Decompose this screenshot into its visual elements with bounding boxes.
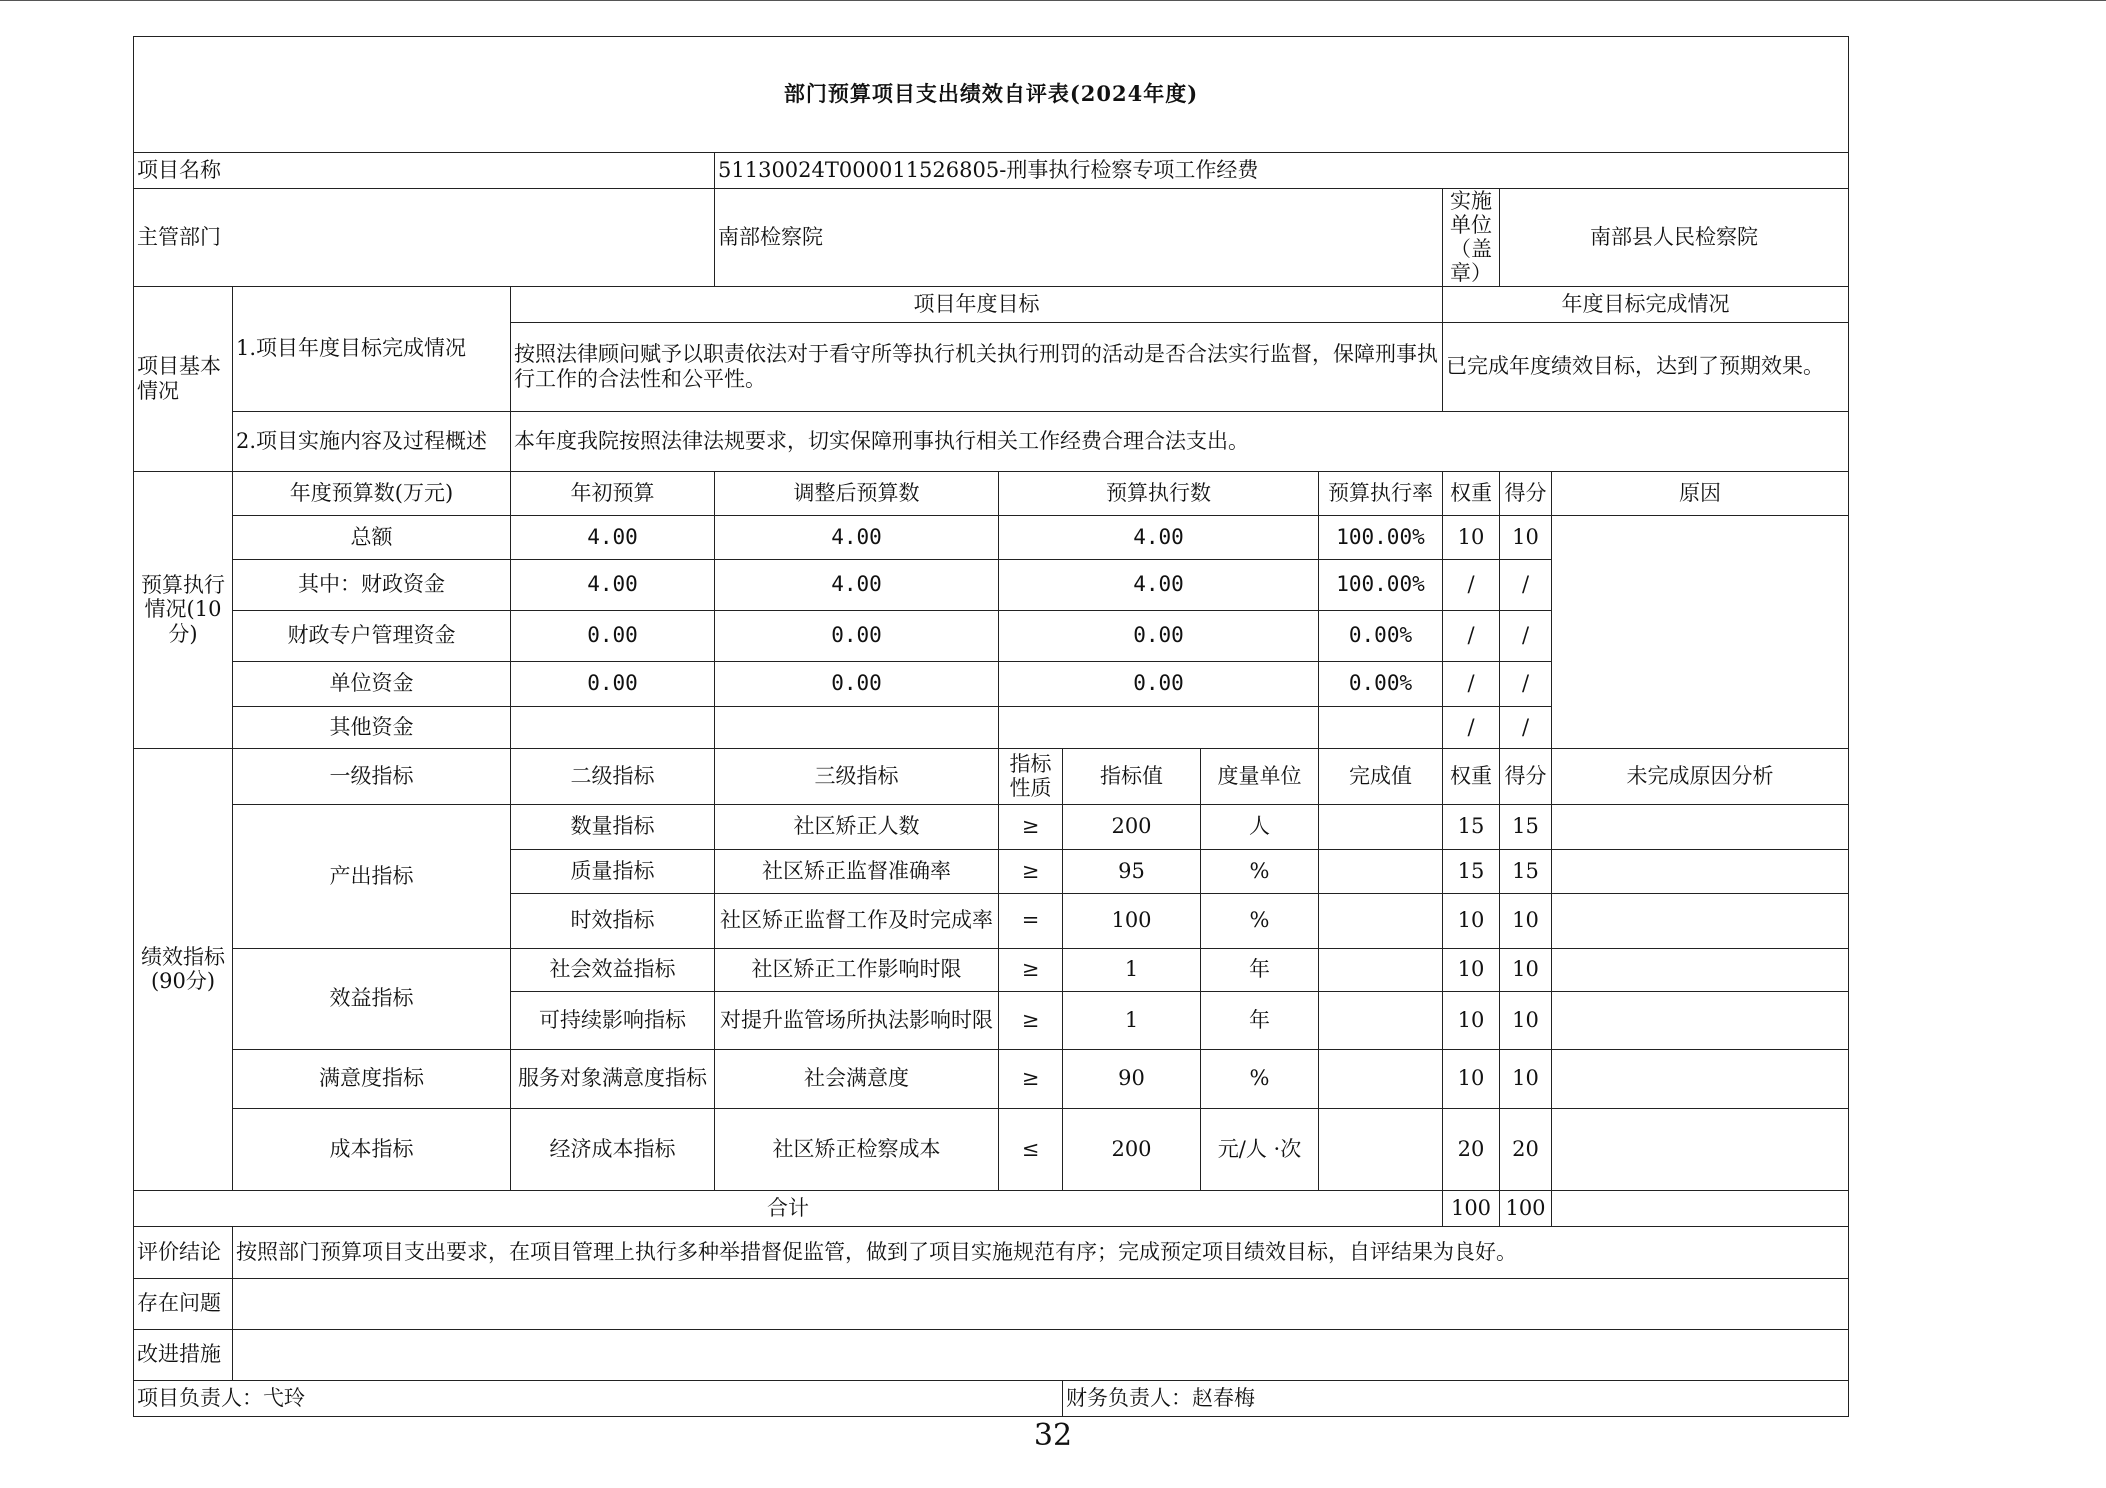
budget-header-rate: 预算执行率	[1319, 471, 1443, 515]
perf-level3: 社区矫正检察成本	[715, 1108, 999, 1190]
perf-unit: %	[1201, 893, 1319, 948]
budget-row-label: 财政专户管理资金	[233, 610, 511, 661]
perf-unit: %	[1201, 1049, 1319, 1108]
budget-weight: /	[1443, 559, 1500, 610]
budget-header-score: 得分	[1500, 471, 1552, 515]
perf-nature: ≥	[999, 849, 1063, 893]
budget-score: /	[1500, 661, 1552, 706]
department-label: 主管部门	[134, 189, 715, 287]
perf-value: 95	[1063, 849, 1201, 893]
budget-adjusted: 0.00	[715, 610, 999, 661]
perf-header-value: 指标值	[1063, 748, 1201, 804]
level1-output: 产出指标	[233, 804, 511, 948]
budget-section-label: 预算执行情况(10分)	[134, 471, 233, 748]
perf-score: 10	[1500, 893, 1552, 948]
annual-goal-text: 按照法律顾问赋予以职责依法对于看守所等执行机关执行刑罚的活动是否合法实行监督，保障刑事执行工作的合法性和公平性。	[511, 322, 1443, 411]
budget-weight: /	[1443, 706, 1500, 748]
perf-weight: 15	[1443, 804, 1500, 849]
budget-executed: 0.00	[999, 610, 1319, 661]
budget-initial: 0.00	[511, 610, 715, 661]
perf-nature: ≥	[999, 991, 1063, 1049]
budget-adjusted	[715, 706, 999, 748]
perf-nature: =	[999, 893, 1063, 948]
perf-header-level1: 一级指标	[233, 748, 511, 804]
issues-text	[233, 1278, 1849, 1329]
perf-completed	[1319, 849, 1443, 893]
budget-rate: 0.00%	[1319, 610, 1443, 661]
project-name-label: 项目名称	[134, 153, 715, 189]
project-name-value: 51130024T000011526805-刑事执行检察专项工作经费	[715, 153, 1849, 189]
budget-header-annual: 年度预算数(万元)	[233, 471, 511, 515]
total-weight: 100	[1443, 1190, 1500, 1226]
budget-executed	[999, 706, 1319, 748]
perf-score: 15	[1500, 849, 1552, 893]
perf-header-weight: 权重	[1443, 748, 1500, 804]
perf-reason	[1552, 991, 1849, 1049]
budget-initial: 4.00	[511, 559, 715, 610]
perf-reason	[1552, 804, 1849, 849]
perf-level2: 可持续影响指标	[511, 991, 715, 1049]
budget-row-label: 单位资金	[233, 661, 511, 706]
budget-adjusted: 4.00	[715, 515, 999, 559]
perf-nature: ≥	[999, 1049, 1063, 1108]
page-top-rule	[0, 0, 2106, 1]
issues-label: 存在问题	[134, 1278, 233, 1329]
perf-header-score: 得分	[1500, 748, 1552, 804]
perf-reason	[1552, 893, 1849, 948]
perf-unit: 年	[1201, 991, 1319, 1049]
perf-level2: 质量指标	[511, 849, 715, 893]
budget-row-label: 其他资金	[233, 706, 511, 748]
budget-rate: 100.00%	[1319, 559, 1443, 610]
budget-score: /	[1500, 559, 1552, 610]
conclusion-text: 按照部门预算项目支出要求，在项目管理上执行多种举措督促监管，做到了项目实施规范有序；完成预定项目绩效目标，自评结果为良好。	[233, 1226, 1849, 1278]
department-value: 南部检察院	[715, 189, 1443, 287]
perf-completed	[1319, 1108, 1443, 1190]
budget-rate	[1319, 706, 1443, 748]
perf-header-level3: 三级指标	[715, 748, 999, 804]
implementing-unit-label	[1443, 189, 1500, 287]
level1-satisfaction: 满意度指标	[233, 1049, 511, 1108]
perf-reason	[1552, 1049, 1849, 1108]
perf-score: 15	[1500, 804, 1552, 849]
budget-initial	[511, 706, 715, 748]
budget-row-label: 总额	[233, 515, 511, 559]
perf-weight: 10	[1443, 948, 1500, 991]
implementing-unit-value: 南部县人民检察院	[1500, 189, 1849, 287]
annual-goal-header: 项目年度目标	[511, 286, 1443, 322]
perf-value: 200	[1063, 804, 1201, 849]
perf-value: 200	[1063, 1108, 1201, 1190]
budget-score: 10	[1500, 515, 1552, 559]
budget-initial: 0.00	[511, 661, 715, 706]
perf-level2: 经济成本指标	[511, 1108, 715, 1190]
level1-cost: 成本指标	[233, 1108, 511, 1190]
evaluation-form	[133, 36, 1849, 1417]
perf-header-completed: 完成值	[1319, 748, 1443, 804]
budget-weight: /	[1443, 610, 1500, 661]
budget-row-label: 其中：财政资金	[233, 559, 511, 610]
perf-unit: %	[1201, 849, 1319, 893]
perf-level2: 数量指标	[511, 804, 715, 849]
perf-unit: 年	[1201, 948, 1319, 991]
goal-completion-header: 年度目标完成情况	[1443, 286, 1849, 322]
perf-level3: 对提升监管场所执法影响时限	[715, 991, 999, 1049]
budget-rate: 100.00%	[1319, 515, 1443, 559]
perf-level3: 社区矫正监督工作及时完成率	[715, 893, 999, 948]
budget-score: /	[1500, 610, 1552, 661]
perf-header-reason: 未完成原因分析	[1552, 748, 1849, 804]
budget-adjusted: 4.00	[715, 559, 999, 610]
measures-label: 改进措施	[134, 1329, 233, 1380]
perf-nature: ≥	[999, 948, 1063, 991]
measures-text	[233, 1329, 1849, 1380]
budget-executed: 4.00	[999, 515, 1319, 559]
project-lead: 项目负责人：弋玲	[134, 1380, 1063, 1416]
page-number: 32	[1033, 1418, 1073, 1453]
perf-level3: 社区矫正人数	[715, 804, 999, 849]
budget-executed: 0.00	[999, 661, 1319, 706]
budget-initial: 4.00	[511, 515, 715, 559]
perf-header-nature: 指标性质	[999, 748, 1063, 804]
perf-nature: ≤	[999, 1108, 1063, 1190]
budget-header-initial: 年初预算	[511, 471, 715, 515]
finance-lead: 财务负责人：赵春梅	[1063, 1380, 1849, 1416]
budget-weight: /	[1443, 661, 1500, 706]
perf-header-level2: 二级指标	[511, 748, 715, 804]
perf-value: 1	[1063, 948, 1201, 991]
total-reason	[1552, 1190, 1849, 1226]
perf-weight: 15	[1443, 849, 1500, 893]
budget-header-reason: 原因	[1552, 471, 1849, 515]
budget-header-adjusted: 调整后预算数	[715, 471, 999, 515]
implementation-overview-label: 2.项目实施内容及过程概述	[233, 411, 511, 471]
perf-level2: 服务对象满意度指标	[511, 1049, 715, 1108]
total-label: 合计	[134, 1190, 1443, 1226]
perf-level3: 社会满意度	[715, 1049, 999, 1108]
perf-completed	[1319, 948, 1443, 991]
budget-header-weight: 权重	[1443, 471, 1500, 515]
perf-value: 100	[1063, 893, 1201, 948]
goal-completion-text: 已完成年度绩效目标，达到了预期效果。	[1443, 322, 1849, 411]
perf-level2: 时效指标	[511, 893, 715, 948]
total-score: 100	[1500, 1190, 1552, 1226]
budget-header-executed: 预算执行数	[999, 471, 1319, 515]
perf-completed	[1319, 804, 1443, 849]
perf-weight: 20	[1443, 1108, 1500, 1190]
perf-level2: 社会效益指标	[511, 948, 715, 991]
perf-weight: 10	[1443, 991, 1500, 1049]
perf-score: 10	[1500, 1049, 1552, 1108]
perf-score: 10	[1500, 948, 1552, 991]
perf-level3: 社区矫正监督准确率	[715, 849, 999, 893]
conclusion-label: 评价结论	[134, 1226, 233, 1278]
perf-completed	[1319, 893, 1443, 948]
perf-unit: 人	[1201, 804, 1319, 849]
basic-info-section-label: 项目基本情况	[134, 286, 233, 471]
perf-weight: 10	[1443, 893, 1500, 948]
perf-score: 10	[1500, 991, 1552, 1049]
page-title: 部门预算项目支出绩效自评表(2024年度)	[134, 37, 1849, 153]
perf-value: 1	[1063, 991, 1201, 1049]
goal-completion-label: 1.项目年度目标完成情况	[233, 286, 511, 411]
perf-unit: 元/人 ·次	[1201, 1108, 1319, 1190]
perf-nature: ≥	[999, 804, 1063, 849]
perf-reason	[1552, 948, 1849, 991]
budget-executed: 4.00	[999, 559, 1319, 610]
budget-reason	[1552, 515, 1849, 748]
budget-rate: 0.00%	[1319, 661, 1443, 706]
implementation-overview-text: 本年度我院按照法律法规要求，切实保障刑事执行相关工作经费合理合法支出。	[511, 411, 1849, 471]
perf-completed	[1319, 1049, 1443, 1108]
budget-adjusted: 0.00	[715, 661, 999, 706]
evaluation-table	[133, 36, 1849, 1417]
performance-section-label: 绩效指标(90分)	[134, 748, 233, 1190]
level1-benefit: 效益指标	[233, 948, 511, 1049]
perf-header-unit: 度量单位	[1201, 748, 1319, 804]
perf-weight: 10	[1443, 1049, 1500, 1108]
budget-weight: 10	[1443, 515, 1500, 559]
implementing-unit-label-line1: 实施单位	[1450, 189, 1492, 238]
perf-completed	[1319, 991, 1443, 1049]
perf-level3: 社区矫正工作影响时限	[715, 948, 999, 991]
perf-score: 20	[1500, 1108, 1552, 1190]
perf-reason	[1552, 1108, 1849, 1190]
perf-value: 90	[1063, 1049, 1201, 1108]
perf-reason	[1552, 849, 1849, 893]
budget-score: /	[1500, 706, 1552, 748]
implementing-unit-label-line2: （盖章）	[1450, 237, 1492, 286]
